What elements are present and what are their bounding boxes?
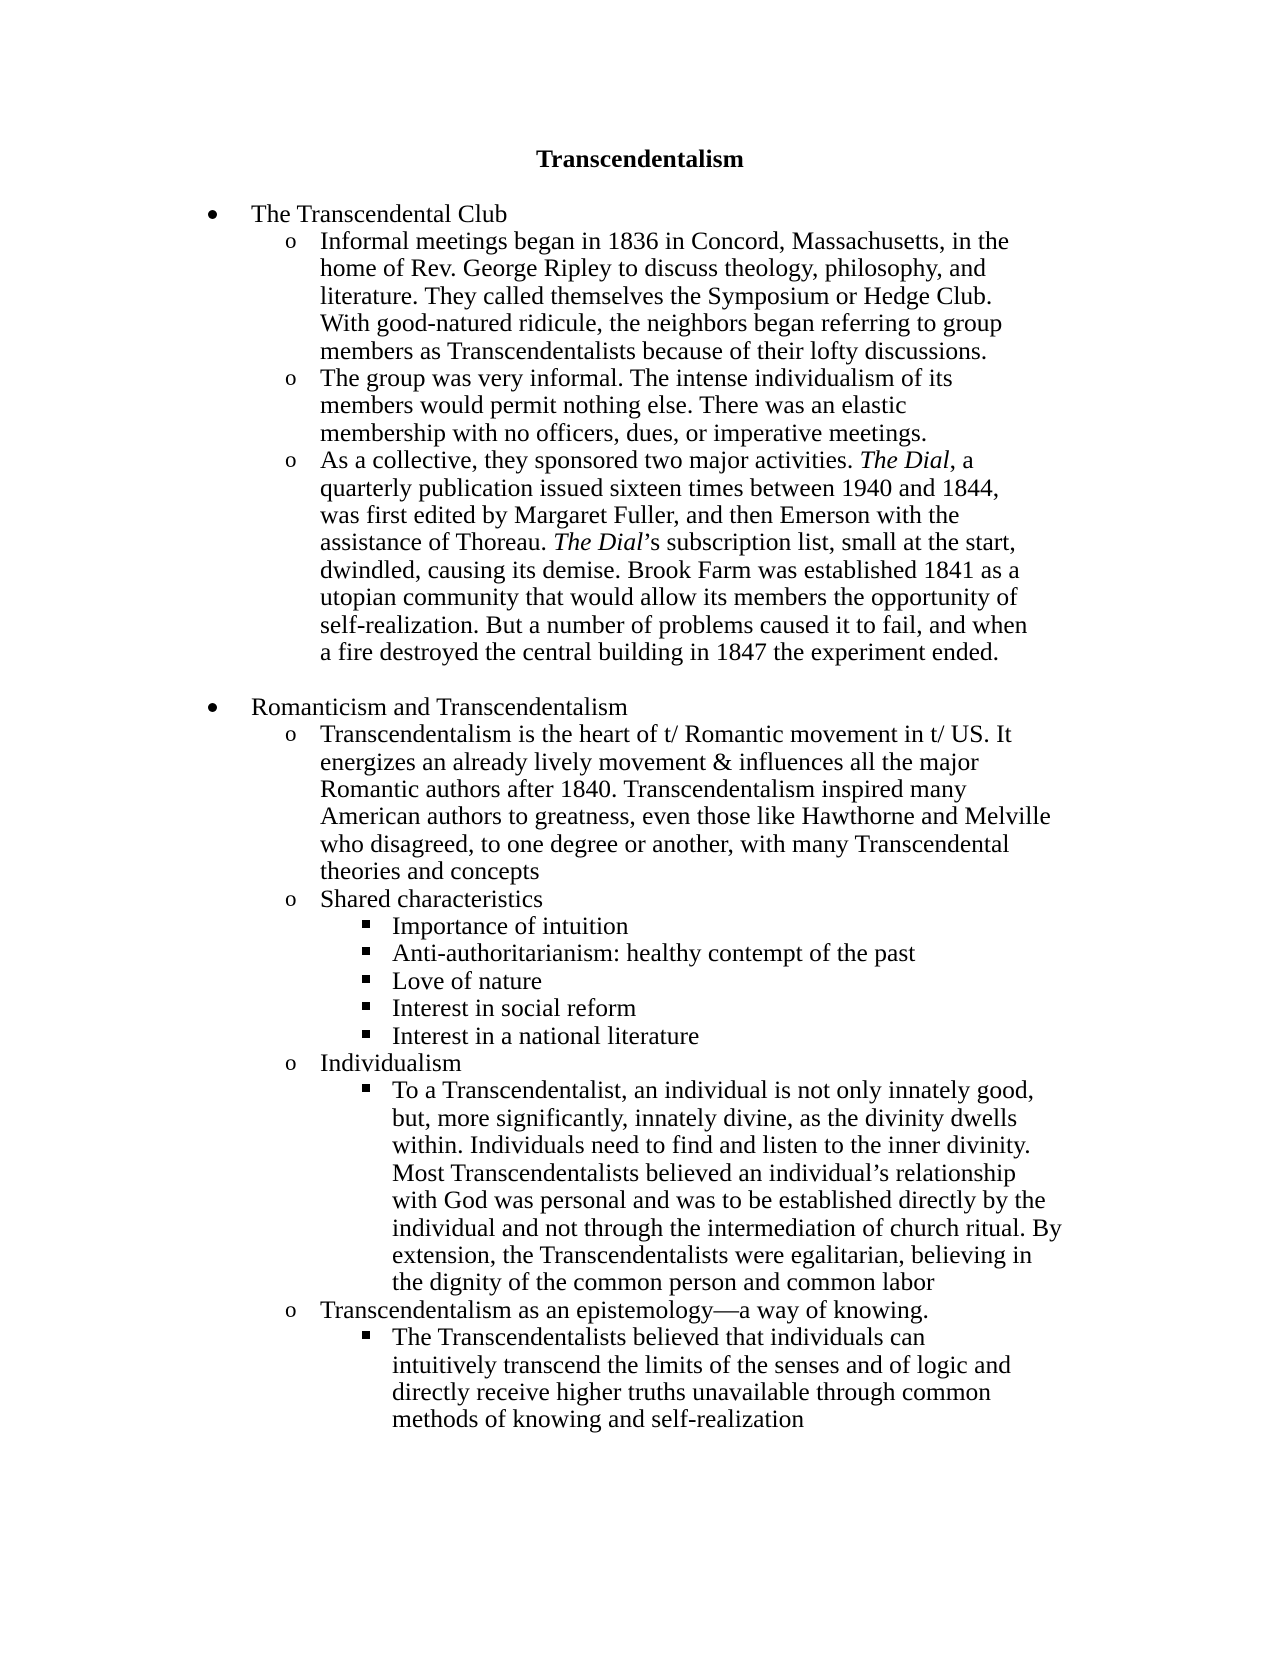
bullet-square-icon — [362, 1076, 384, 1105]
publication-title-italic: The Dial — [553, 527, 644, 557]
outline-text: Love of nature — [392, 965, 543, 995]
bullet-round-icon — [208, 693, 232, 720]
outline-item-level3 — [0, 1076, 1280, 1295]
outline-text: Informal meetings began in 1836 in Concord, Massachusetts, in the home of Rev. George Ripley to discuss theology, philosophy, and literature. They called themselves the Symposium or Hedge Club. With good-natured ridicule, the neighbors began referring to group members as Transcendentalists because of their lofty discussions. — [320, 225, 1010, 365]
outline-text: Anti-authoritarianism: healthy contempt of the past — [392, 938, 916, 968]
bullet-circle-o-icon: o — [285, 721, 297, 747]
bullet-circle-o-icon: o — [285, 1050, 297, 1076]
outline-item-level1 — [0, 200, 1280, 227]
outline-text: Transcendentalism is the heart of t/ Romantic movement in t/ US. It energizes an already lively movement & influences all the major Romantic authors after 1840. Transcendentalism inspired many American authors to greatness, even those like Hawthorne and Melville who disagreed, to one degree or another, with many Transcendental theories and concepts — [320, 719, 1051, 886]
spacer — [0, 665, 1280, 692]
bullet-round-icon — [208, 200, 232, 227]
outline-text: The group was very informal. The intense individualism of its members would permit nothing else. There was an elastic membership with no officers, dues, or imperative meetings. — [320, 362, 953, 447]
outline-text-run: ’s subscription list, small at the start, dwindled, causing its demise. Brook Farm was established 1841 as a utopian community that would allow its members the opportunity of self-realization. But a number of problems caused it to fail, and when a fire destroyed the central building in 1847 the experiment ended. — [320, 527, 1028, 666]
outline-item-level3 — [0, 967, 1280, 994]
outline-text: Transcendentalism as an epistemology—a way of knowing. — [320, 1294, 929, 1324]
outline-text: Interest in a national literature — [392, 1020, 700, 1050]
outline-item-level2 — [0, 1049, 1280, 1076]
bullet-circle-o-icon: o — [285, 227, 297, 253]
outline-item-level3 — [0, 1022, 1280, 1049]
outline-item-level3 — [0, 994, 1280, 1021]
spacer — [0, 172, 1280, 200]
outline-text: Importance of intuition — [392, 911, 629, 941]
bullet-circle-o-icon: o — [285, 364, 297, 390]
outline-text: To a Transcendentalist, an individual is not only innately good, but, more significantly, innately divine, as the divinity dwells within. Individuals need to find and listen to the inner divinity. Most Transcendentalists believed an individual’s relationship with God was personal and was to be established directly by the individual and not through the intermediation of church ritual. By extension, the Transcendentalists were egalitarian, believing in the dignity of the common person and common labor — [392, 1075, 1062, 1297]
outline-text: Individualism — [320, 1048, 462, 1078]
bullet-circle-o-icon: o — [285, 885, 297, 911]
page-title: Transcendentalism — [535, 144, 745, 173]
bullet-circle-o-icon: o — [285, 447, 297, 473]
outline-item-level2 — [0, 720, 1280, 884]
bullet-square-icon — [362, 939, 384, 968]
outline-item-level3 — [0, 939, 1280, 966]
outline-item-level2 — [0, 446, 1280, 665]
outline-text: Shared characteristics — [320, 883, 544, 913]
outline-item-level2 — [0, 885, 1280, 912]
outline-item-level3 — [0, 1323, 1280, 1433]
section-heading-2: Romanticism and Transcendentalism — [251, 691, 628, 721]
bullet-square-icon — [362, 1323, 384, 1352]
bullet-square-icon — [362, 912, 384, 941]
outline-text: Interest in social reform — [392, 993, 637, 1023]
outline-item-level2 — [0, 1296, 1280, 1323]
publication-title-italic: The Dial — [859, 445, 950, 475]
bullet-square-icon — [362, 967, 384, 996]
bullet-square-icon — [362, 1022, 384, 1051]
outline-text: The Transcendentalists believed that individuals can intuitively transcend the limits of the senses and of logic and directly receive higher truths unavailable through common methods of knowing and self-realization — [392, 1322, 1011, 1434]
section-heading-1: The Transcendental Club — [251, 198, 508, 228]
outline-item-level2 — [0, 227, 1280, 364]
outline-text-run: , a quarterly publication issued sixteen times between 1940 and 1844, was first edited by Margaret Fuller, and then Emerson with the assistance of Thoreau. — [320, 445, 1000, 557]
outline-item-level2 — [0, 364, 1280, 446]
bullet-circle-o-icon: o — [285, 1296, 297, 1322]
outline-item-level3 — [0, 912, 1280, 939]
outline-item-level1 — [0, 693, 1280, 720]
outline-text-run: As a collective, they sponsored two major activities. — [320, 445, 860, 475]
bullet-square-icon — [362, 994, 384, 1023]
